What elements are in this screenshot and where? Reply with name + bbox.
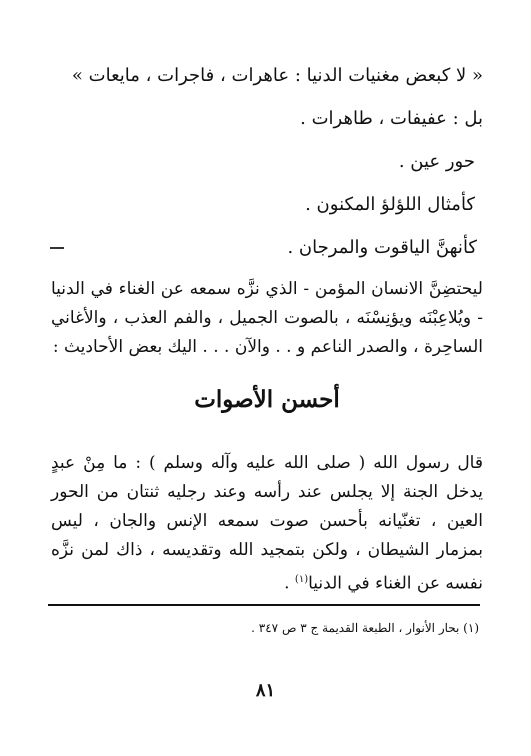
poem-line: حور عين . bbox=[398, 151, 475, 172]
section-heading: أحسن الأصوات bbox=[194, 386, 340, 413]
footnote-divider bbox=[48, 604, 480, 606]
footnote-ref[interactable]: (١) bbox=[294, 574, 309, 585]
hadith-end: . bbox=[284, 573, 295, 594]
hadith-text: قال رسول الله ( صلى الله عليه وآله وسلم ) : ما مِنْ عبدٍ يدخل الجنة إلا يجلس عند رأسه وعند رجليه ثنتان من الحور العين ، تغنّيانه بأحسن صوت سمعه الإنس والجان ، ليس بمزمار الشيطان ، ولكن بتمجيد الله وتقديسه ، ذاك لمن نزَّه نفسه عن الغناء في الدنيا bbox=[51, 453, 483, 594]
poem-line: كأنهنَّ الياقوت والمرجان . bbox=[287, 237, 477, 258]
poem-line: كأمثال اللؤلؤ المكنون . bbox=[305, 194, 475, 215]
poem-line: بل : عفيفات ، طاهرات . bbox=[300, 108, 483, 129]
paragraph-intro: ليحتضِنَّ الانسان المؤمن - الذي نزَّه سمعه عن الغناء في الدنيا - ويُلاعِبْنَه ويؤنِسْنَه ، بالصوت الجميل ، والفم العذب ، والأغاني الساحِرة ، والصدر الناعم و . . والآن . . . اليك بعض الأحاديث : bbox=[51, 279, 483, 357]
poem-line: « لا كبعض مغنيات الدنيا : عاهرات ، فاجرات ، مايعات » bbox=[71, 65, 483, 86]
paragraph-hadith bbox=[51, 449, 483, 599]
margin-mark bbox=[50, 247, 64, 249]
page-number: ٨١ bbox=[255, 680, 276, 701]
footnote: (١) بحار الأنوار ، الطبعة القديمة ج ٣ ص ٣٤٧ . bbox=[251, 621, 479, 635]
poem-block bbox=[43, 54, 483, 269]
